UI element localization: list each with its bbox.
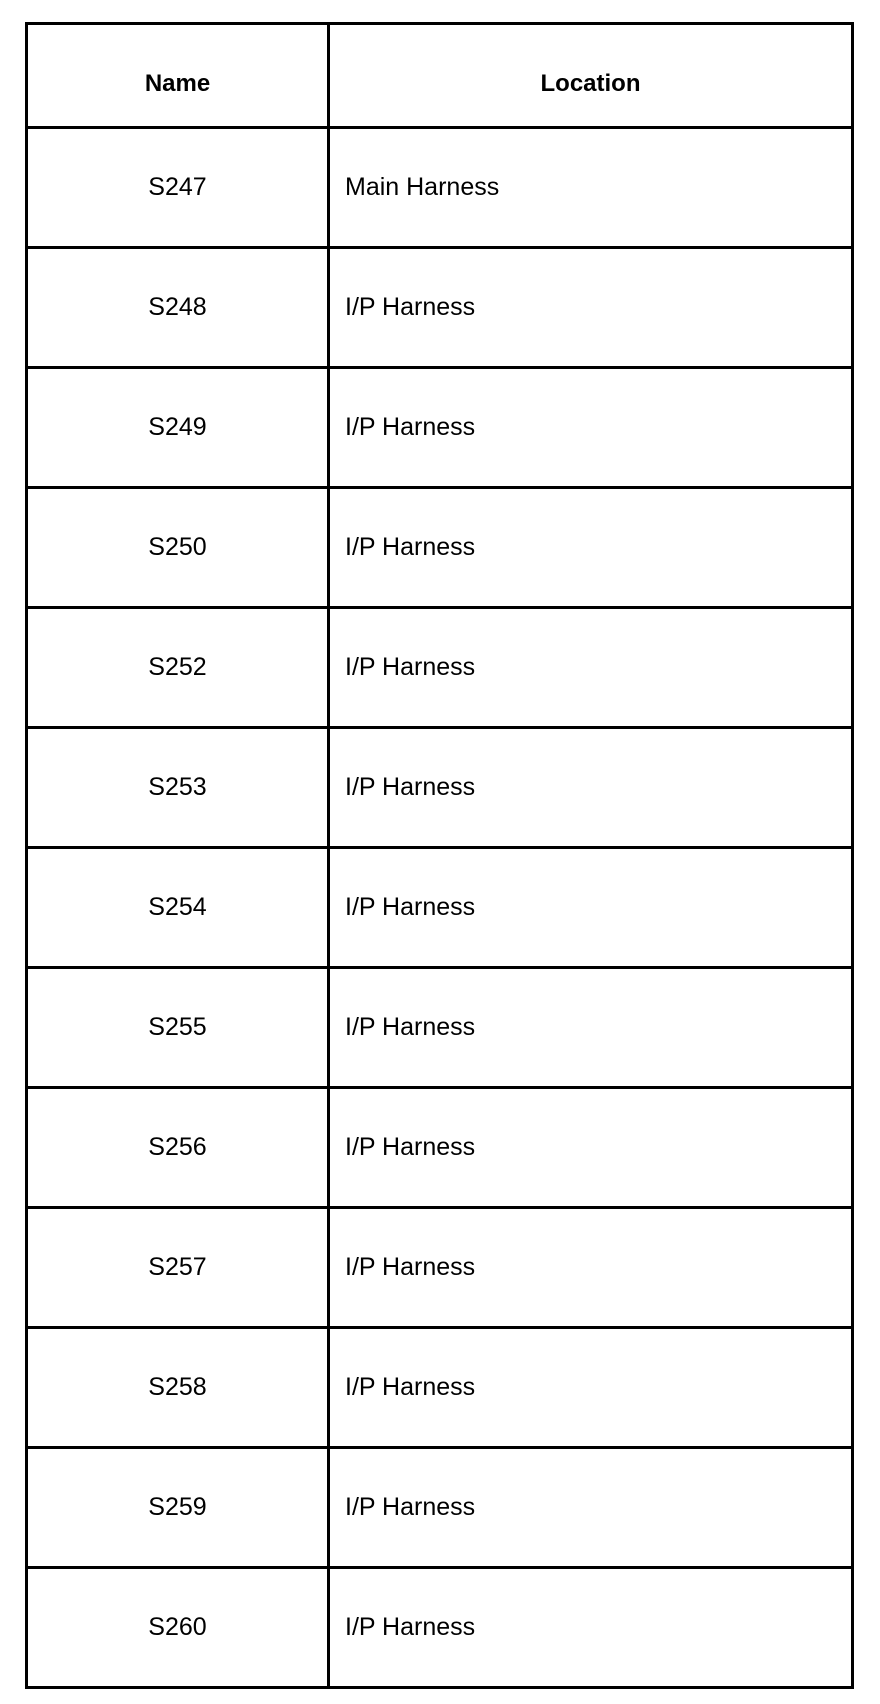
cell-name: S259 [27, 1448, 329, 1568]
cell-name: S260 [27, 1568, 329, 1688]
cell-name: S247 [27, 128, 329, 248]
cell-location: Main Harness [329, 128, 853, 248]
cell-name: S258 [27, 1328, 329, 1448]
table-row [27, 848, 853, 968]
cell-location: I/P Harness [329, 1448, 853, 1568]
cell-location: I/P Harness [329, 968, 853, 1088]
splice-location-table [25, 22, 854, 1689]
cell-name: S254 [27, 848, 329, 968]
table-row [27, 608, 853, 728]
table-body [27, 128, 853, 1688]
table-row [27, 488, 853, 608]
cell-location: I/P Harness [329, 248, 853, 368]
cell-location: I/P Harness [329, 728, 853, 848]
splice-location-table-container [25, 22, 851, 1689]
table-row [27, 1448, 853, 1568]
cell-name: S257 [27, 1208, 329, 1328]
cell-name: S250 [27, 488, 329, 608]
cell-location: I/P Harness [329, 608, 853, 728]
cell-location: I/P Harness [329, 1088, 853, 1208]
table-row [27, 1088, 853, 1208]
cell-location: I/P Harness [329, 1568, 853, 1688]
table-row [27, 1208, 853, 1328]
cell-name: S253 [27, 728, 329, 848]
cell-location: I/P Harness [329, 1208, 853, 1328]
cell-location: I/P Harness [329, 368, 853, 488]
cell-location: I/P Harness [329, 1328, 853, 1448]
table-row [27, 248, 853, 368]
header-name: Name [27, 24, 329, 128]
header-location: Location [329, 24, 853, 128]
table-row [27, 128, 853, 248]
cell-location: I/P Harness [329, 848, 853, 968]
table-header-row [27, 24, 853, 128]
table-row [27, 1328, 853, 1448]
table-row [27, 1568, 853, 1688]
table-row [27, 368, 853, 488]
cell-location: I/P Harness [329, 488, 853, 608]
cell-name: S252 [27, 608, 329, 728]
cell-name: S249 [27, 368, 329, 488]
cell-name: S255 [27, 968, 329, 1088]
table-row [27, 728, 853, 848]
table-row [27, 968, 853, 1088]
cell-name: S248 [27, 248, 329, 368]
cell-name: S256 [27, 1088, 329, 1208]
